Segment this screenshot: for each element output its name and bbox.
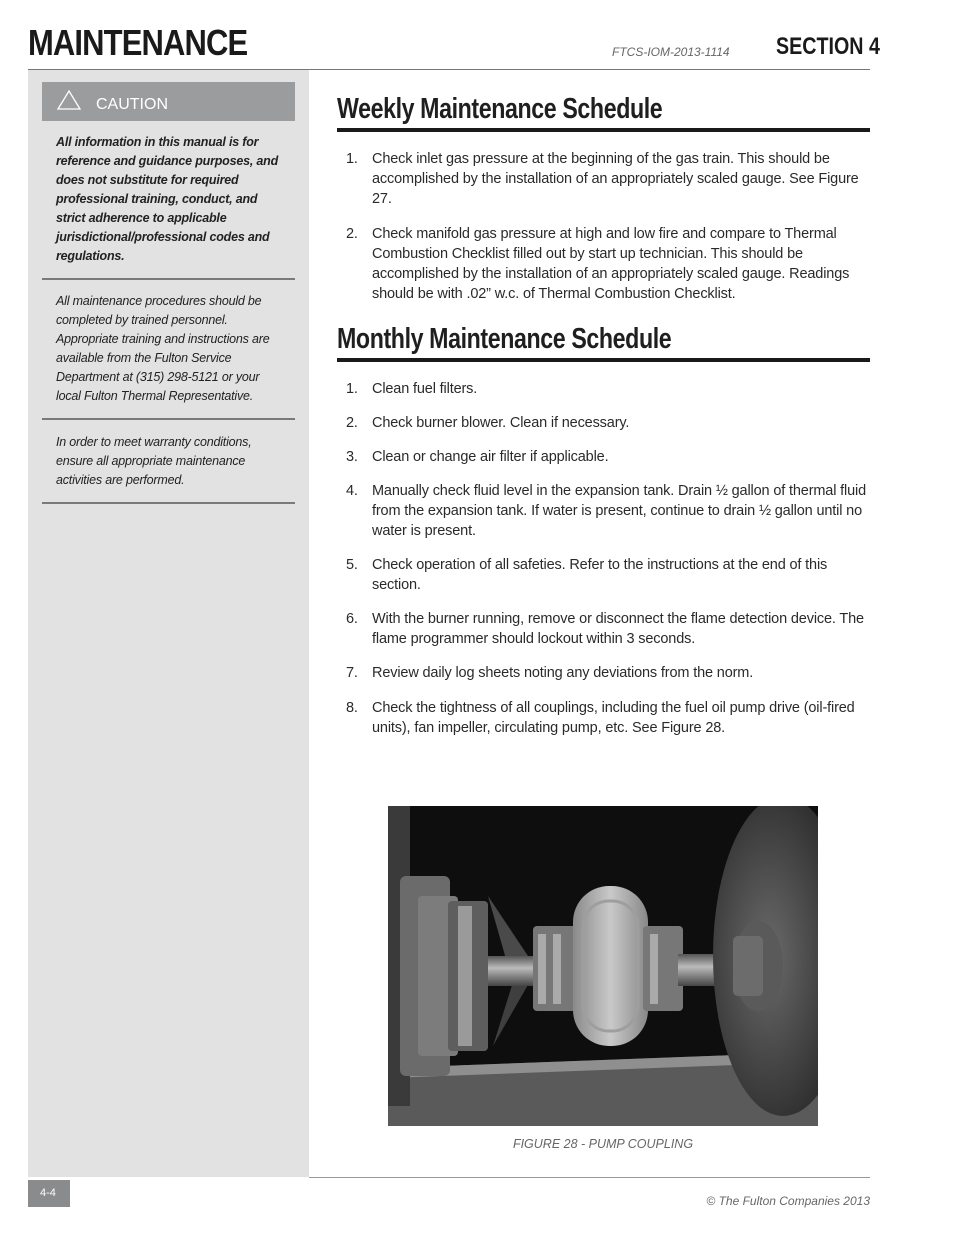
list-item-number: 1. — [346, 151, 358, 167]
list-item — [337, 413, 870, 433]
page-number: 4-4 — [40, 1187, 56, 1199]
monthly-heading: Monthly Maintenance Schedule — [337, 323, 672, 355]
pump-coupling-photo — [388, 806, 818, 1126]
list-item-number: 2. — [346, 226, 358, 242]
list-item — [337, 555, 870, 595]
list-item-text: With the burner running, remove or disconnect the flame detection device. The flame programmer should lockout within 3 seconds. — [372, 611, 864, 647]
list-item-number: 7. — [346, 665, 358, 681]
caution-note-warranty: In order to meet warranty conditions, ensure all appropriate maintenance activities are performed. — [56, 435, 252, 487]
list-item-number: 8. — [346, 700, 358, 716]
list-item — [337, 224, 870, 304]
sidebar-divider — [42, 502, 295, 504]
list-item — [337, 447, 870, 467]
list-item — [337, 663, 870, 683]
warning-triangle-icon — [56, 89, 82, 111]
weekly-list — [337, 149, 870, 304]
section-label: SECTION 4 — [776, 33, 880, 60]
list-item-number: 2. — [346, 415, 358, 431]
figure-caption: FIGURE 28 - PUMP COUPLING — [512, 1137, 694, 1151]
list-item-text: Clean fuel filters. — [372, 381, 478, 397]
sidebar-divider — [42, 418, 295, 420]
list-item-number: 6. — [346, 611, 358, 627]
caution-note-disclaimer: All information in this manual is for reference and guidance purposes, and does not substitute for required professional training, conduct, and strict adherence to applicable jurisdictional/professional codes and regulations. — [56, 135, 279, 263]
list-item-number: 5. — [346, 557, 358, 573]
list-item — [337, 149, 870, 209]
caution-note-training: All maintenance procedures should be completed by trained personnel. Appropriate training and instructions are available from the Fulton Service Department at (315) 298-5121 or your local Fulton Thermal Representative. — [56, 294, 270, 403]
list-item-text: Check inlet gas pressure at the beginning of the gas train. This should be accomplished by the installation of an appropriately scaled gauge. See Figure 27. — [372, 151, 859, 207]
sidebar-divider — [42, 278, 295, 280]
list-item-text: Review daily log sheets noting any deviations from the norm. — [372, 665, 754, 681]
list-item — [337, 698, 870, 738]
list-item-text: Check manifold gas pressure at high and low fire and compare to Thermal Combustion Checklist filled out by start up technician. This should be accomplished by the installation of an appropriately scaled gauge. Readings should be with .02” w.c. of Thermal Combustion Checklist. — [372, 226, 850, 302]
document-id: FTCS-IOM-2013-1114 — [612, 45, 730, 59]
list-item-number: 4. — [346, 483, 358, 499]
list-item-text: Check the tightness of all couplings, including the fuel oil pump drive (oil-fired units), fan impeller, circulating pump, etc. See Figure 28. — [372, 700, 855, 736]
list-item-text: Manually check fluid level in the expansion tank. Drain ½ gallon of thermal fluid from the expansion tank. If water is present, continue to drain ½ gallon until no water is present. — [372, 483, 867, 539]
monthly-list — [337, 379, 870, 738]
list-item-text: Check operation of all safeties. Refer to the instructions at the end of this section. — [372, 557, 828, 593]
page-title: MAINTENANCE — [28, 22, 248, 63]
monthly-heading-rule — [337, 358, 870, 362]
list-item-text: Check burner blower. Clean if necessary. — [372, 415, 630, 431]
list-item-text: Clean or change air filter if applicable. — [372, 449, 609, 465]
list-item — [337, 481, 870, 541]
caution-label: CAUTION — [96, 96, 168, 113]
list-item-number: 1. — [346, 381, 358, 397]
copyright-notice: © The Fulton Companies 2013 — [706, 1194, 870, 1208]
weekly-heading: Weekly Maintenance Schedule — [337, 93, 663, 125]
list-item — [337, 379, 870, 399]
list-item — [337, 609, 870, 649]
footer-divider — [309, 1177, 870, 1178]
list-item-number: 3. — [346, 449, 358, 465]
weekly-heading-rule — [337, 128, 870, 132]
